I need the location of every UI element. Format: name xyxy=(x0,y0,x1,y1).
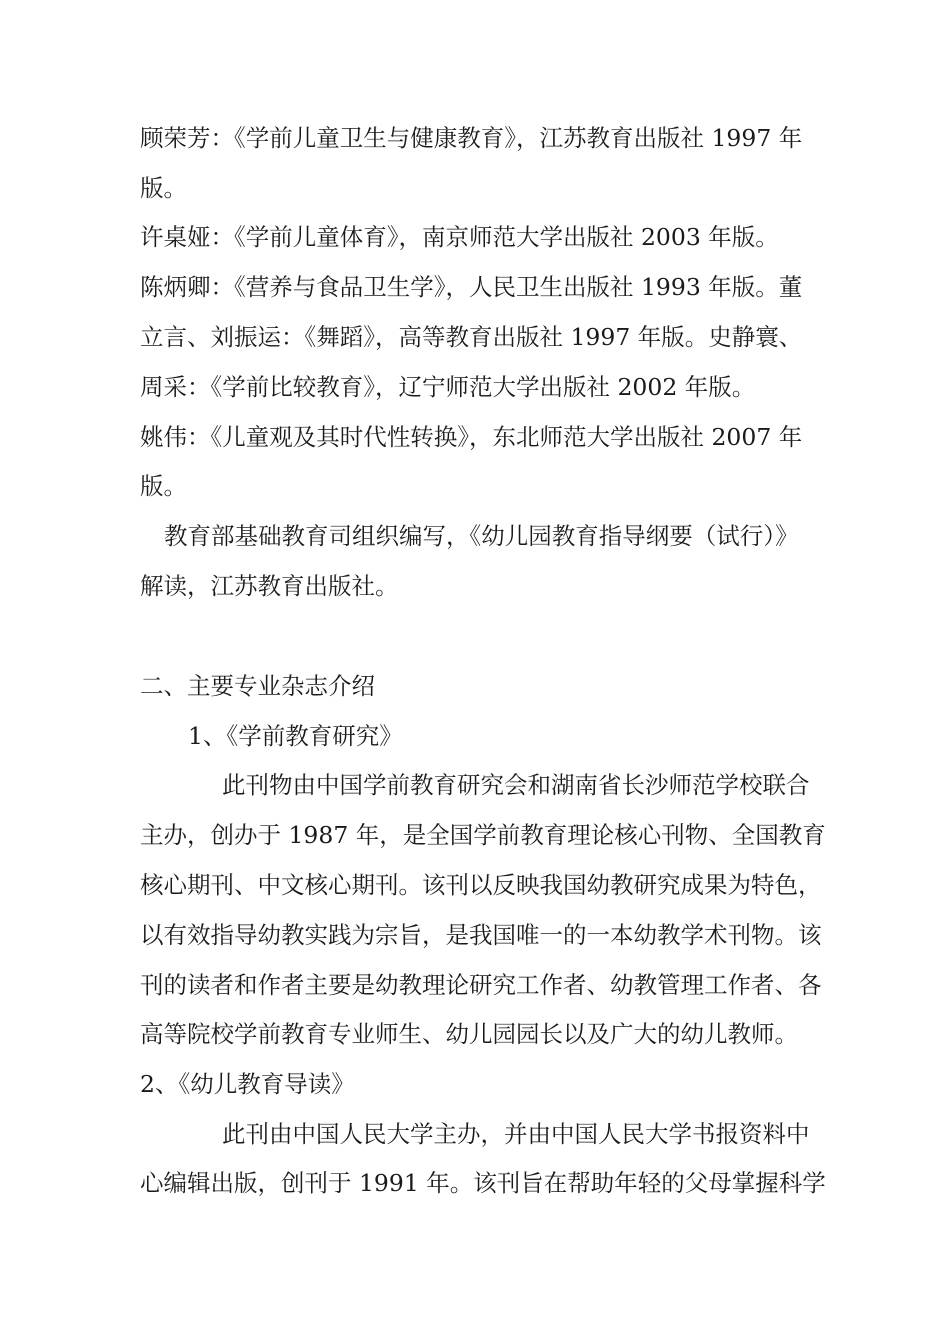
journal-description-line: 心编辑出版，创刊于 1991 年。该刊旨在帮助年轻的父母掌握科学 xyxy=(140,1169,826,1197)
reference-line: 姚伟：《儿童观及其时代性转换》，东北师范大学出版社 2007 年 xyxy=(140,423,803,451)
reference-line: 教育部基础教育司组织编写，《幼儿园教育指导纲要（试行）》 xyxy=(164,522,799,550)
reference-line: 版。 xyxy=(140,472,187,500)
journal-description-line: 高等院校学前教育专业师生、幼儿园园长以及广大的幼儿教师。 xyxy=(140,1020,798,1048)
journal-title: 1、《学前教育研究》 xyxy=(188,722,403,750)
journal-description-line: 刊的读者和作者主要是幼教理论研究工作者、幼教管理工作者、各 xyxy=(140,971,822,999)
reference-line: 顾荣芳：《学前儿童卫生与健康教育》，江苏教育出版社 1997 年 xyxy=(140,124,803,152)
reference-line: 版。 xyxy=(140,174,187,202)
reference-line: 许桌娅：《学前儿童体育》，南京师范大学出版社 2003 年版。 xyxy=(140,223,779,251)
reference-line: 立言、刘振运：《舞蹈》，高等教育出版社 1997 年版。史静寰、 xyxy=(140,323,803,351)
reference-line: 陈炳卿：《营养与食品卫生学》，人民卫生出版社 1993 年版。董 xyxy=(140,273,803,301)
journal-description-line: 此刊由中国人民大学主办，并由中国人民大学书报资料中 xyxy=(222,1120,810,1148)
reference-line: 解读，江苏教育出版社。 xyxy=(140,572,399,600)
journal-description-line: 核心期刊、中文核心期刊。该刊以反映我国幼教研究成果为特色， xyxy=(140,871,822,899)
journal-title: 2、《幼儿教育导读》 xyxy=(140,1070,355,1098)
journal-description-line: 主办，创办于 1987 年，是全国学前教育理论核心刊物、全国教育 xyxy=(140,821,826,849)
reference-line: 周采：《学前比较教育》，辽宁师范大学出版社 2002 年版。 xyxy=(140,373,756,401)
section-heading: 二、主要专业杂志介绍 xyxy=(140,672,375,700)
journal-description-line: 此刊物由中国学前教育研究会和湖南省长沙师范学校联合 xyxy=(222,771,810,799)
journal-description-line: 以有效指导幼教实践为宗旨，是我国唯一的一本幼教学术刊物。该 xyxy=(140,921,822,949)
